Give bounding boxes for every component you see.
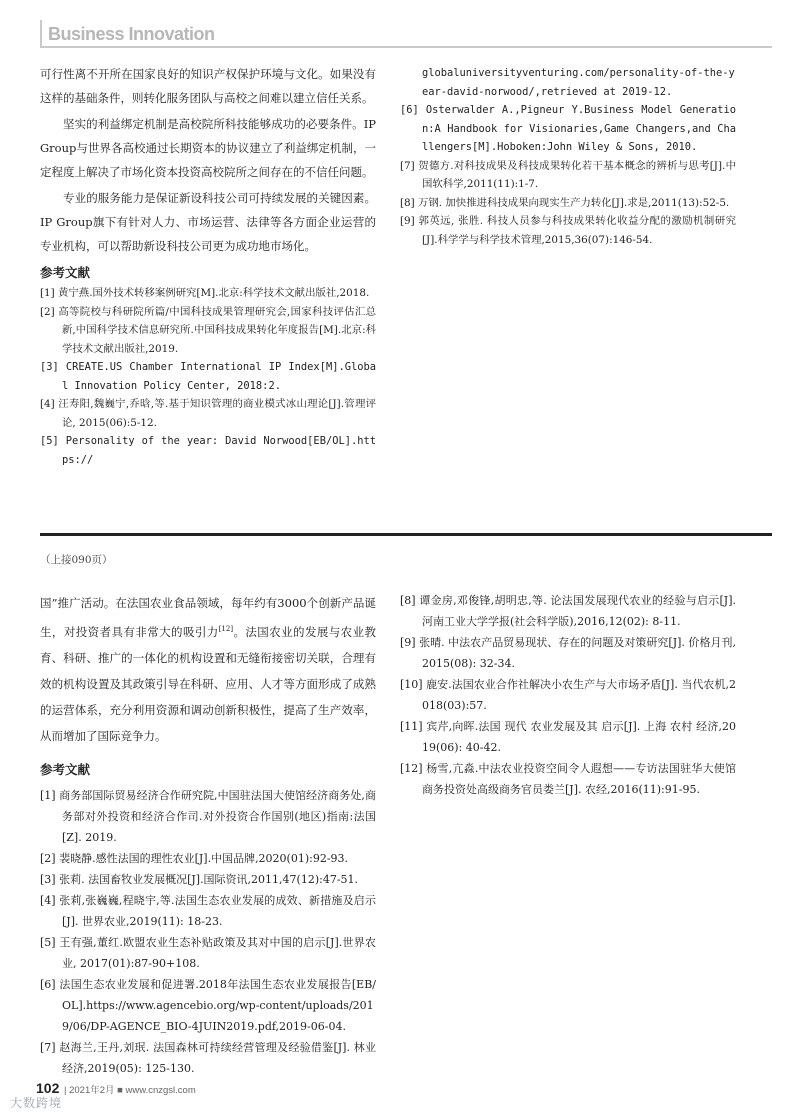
body-paragraph [40,590,376,749]
reference-list [400,590,736,800]
reference-item: [3] CREATE.US Chamber International IP Index[M].Global Innovation Policy Center, 2018:2. [40,361,376,392]
paragraph-text: 。法国农业的发展与农业教育、科研、推广的一体化的机构设置和无缝衔接密切关联，合理有效的机构设置及其政策引导在科研、应用、人才等方面形成了成熟的运营体系，充分利用资源和调动创新积极性，提高了生产效率，从而增加了国际竞争力。 [40,624,377,743]
reference-item: [5] 王有强,董红.欧盟农业生态补贴政策及其对中国的启示[J].世界农业, 2017(01):87-90+108. [40,935,376,970]
bottom-left-column [40,590,376,1079]
reference-item: [2] 裴晓静.感性法国的理性农业[J].中国品牌,2020(01):92-93. [40,851,349,865]
reference-item: [4] 汪寿阳,魏巍宁,乔晗,等.基于知识管理的商业模式冰山理论[J].管理评论, 2015(06):5-12. [40,398,376,429]
reference-list [40,785,376,1079]
reference-item: [10] 鹿安.法国农业合作社解决小农生产与大市场矛盾[J]. 当代农机,2018(03):57. [400,678,736,712]
header-tick [40,20,42,48]
reference-item: [6] 法国生态农业发展和促进署.2018年法国生态农业发展报告[EB/OL].https://www.agencebio.org/wp-content/uploads/2019/06/DP-AGENCE_BIO-4JUIN2019.pdf,2019-06-04. [40,977,376,1033]
reference-item: [8] 谭金房,邓俊锋,胡明忠,等. 论法国发展现代农业的经验与启示[J]. 河南工业大学学报(社会科学版),2016,12(02): 8-11. [400,594,736,628]
reference-item: [5] Personality of the year: David Norwood[EB/OL].https:// [40,435,376,466]
top-left-column [40,62,376,469]
reference-item: [11] 宾芹,向晖.法国 现代 农业发展及其 启示[J]. 上海 农村 经济,2019(06): 40-42. [400,720,736,754]
reference-item: [7] 赵海兰,王丹,刘珉. 法国森林可持续经营管理及经验借鉴[J]. 林业经济,2019(05): 125-130. [40,1040,376,1075]
reference-list [400,64,736,249]
citation-marker: [12] [218,625,234,633]
top-right-column [400,64,736,249]
page-number: 102 [36,1080,60,1096]
bottom-right-column [400,590,736,800]
reference-item: [1] 商务部国际贸易经济合作研究院,中国驻法国大使馆经济商务处,商务部对外投资和经济合作司.对外投资合作国别(地区)指南:法国[Z]. 2019. [40,788,376,844]
footer-info: | 2021年2月 ■ www.cnzgsl.com [64,1085,196,1096]
header-rule [40,46,772,48]
body-paragraph: 可行性离不开所在国家良好的知识产权保护环境与文化。如果没有这样的基础条件，则转化服务团队与高校之间难以建立信任关系。 [40,67,376,105]
references-heading: 参考文献 [40,265,91,280]
reference-item: [12] 杨雪,亢淼.中法农业投资空间令人遐想——专访法国驻华大使馆商务投资处高级商务官员娄兰[J]. 农经,2016(11):91-95. [400,762,736,796]
reference-continuation: globaluniversityventuring.com/personality-of-the-year-david-norwood/,retrieved at 2019-12. [422,67,735,98]
paragraph-text: 国”推广活动。在法国农业食品领域，每年约有3000个创新产品诞生，对投资者具有非常大的吸引力 [40,596,376,639]
reference-item: [4] 张莉,张巍巍,程晓宇,等.法国生态农业发展的成效、新措施及启示[J]. 世界农业,2019(11): 18-23. [40,893,376,928]
reference-item: [3] 张莉. 法国畜牧业发展概况[J].国际资讯,2011,47(12):47-51. [40,872,359,886]
reference-item: [7] 贺德方.对科技成果及科技成果转化若干基本概念的辨析与思考[J].中国软科学,2011(11):1-7. [400,159,736,190]
reference-list [40,284,376,469]
watermark: 大数跨境 [10,1096,63,1110]
journal-section-title: Business Innovation [48,24,215,44]
continued-from-note: （上接090页） [40,554,113,566]
references-heading: 参考文献 [40,761,91,777]
section-divider [40,533,772,536]
body-paragraph: 坚实的利益绑定机制是高校院所科技能够成功的必要条件。IP Group与世界各高校通过长期资本的协议建立了利益绑定机制，一定程度上解决了市场化资本投资高校院所之间存在的不信任问题。 [40,117,376,179]
reference-item: [1] 黄宁燕.国外技术转移案例研究[M].北京:科学技术文献出版社,2018. [40,287,370,299]
reference-item: [2] 高等院校与科研院所篇/中国科技成果管理研究会,国家科技评估汇总新,中国科学技术信息研究所.中国科技成果转化年度报告[M].北京:科学技术文献出版社,2019. [40,305,376,355]
reference-item: [9] 张晴. 中法农产品贸易现状、存在的问题及对策研究[J]. 价格月刊,2015(08): 32-34. [400,636,736,670]
reference-item: [6] Osterwalder A.,Pigneur Y.Business Model Generation:A Handbook for Visionaries,Game Changers,and Challengers[M].Hoboken:John Wiley & Sons, 2010. [400,104,736,153]
reference-item: [9] 郭英远, 张胜. 科技人员参与科技成果转化收益分配的激励机制研究[J].科学学与科学技术管理,2015,36(07):146-54. [400,215,736,246]
reference-item: [8] 万钢. 加快推进科技成果向现实生产力转化[J].求是,2011(13):52-5. [400,196,730,209]
body-paragraph: 专业的服务能力是保证新设科技公司可持续发展的关键因素。IP Group旗下有针对人力、市场运营、法律等各方面企业运营的专业机构，可以帮助新设科技公司更为成功地市场化。 [40,191,376,253]
